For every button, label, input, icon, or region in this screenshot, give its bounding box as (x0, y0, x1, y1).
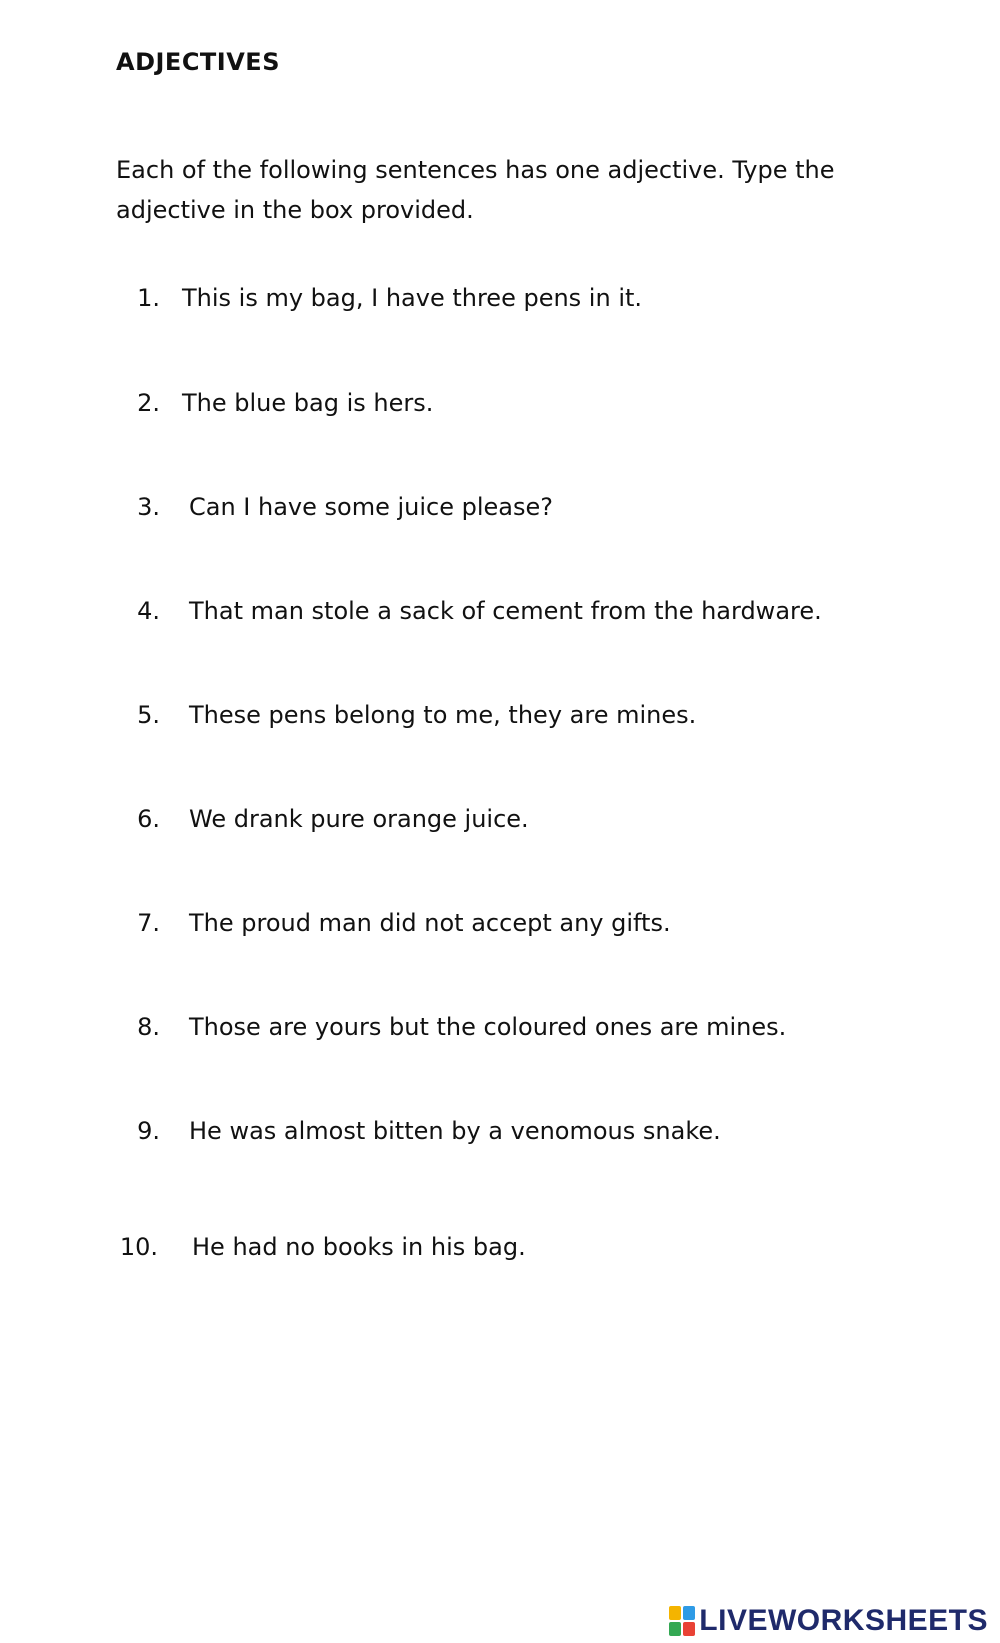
question-text: He was almost bitten by a venomous snake. (189, 1117, 721, 1145)
question-text: Can I have some juice please? (189, 493, 554, 521)
question-text: We drank pure orange juice. (189, 805, 529, 833)
question-number: 9. (137, 1117, 160, 1145)
question-number: 7. (137, 909, 160, 937)
liveworksheets-logo (669, 1603, 988, 1639)
liveworksheets-logo-text: LIVEWORKSHEETS (699, 1604, 988, 1637)
question-text: This is my bag, I have three pens in it. (182, 284, 643, 312)
question-text: The proud man did not accept any gifts. (189, 909, 671, 937)
question-number: 2. (137, 389, 160, 417)
logo-square-green (669, 1622, 681, 1636)
question-number: 4. (137, 597, 160, 625)
logo-square-yellow (669, 1606, 681, 1620)
question-text: That man stole a sack of cement from the hardware. (189, 597, 822, 625)
question-text: These pens belong to me, they are mines. (189, 701, 697, 729)
question-number: 8. (137, 1013, 160, 1041)
liveworksheets-logo-icon (669, 1606, 695, 1636)
question-text: He had no books in his bag. (192, 1233, 526, 1261)
question-text: The blue bag is hers. (182, 389, 434, 417)
question-number: 3. (137, 493, 160, 521)
question-number: 1. (137, 284, 160, 312)
instructions: Each of the following sentences has one adjective. Type the adjective in the box provided. (116, 156, 835, 224)
question-text: Those are yours but the coloured ones are mines. (189, 1013, 787, 1041)
worksheet-title: ADJECTIVES (116, 48, 280, 76)
question-number: 10. (119, 1233, 158, 1261)
logo-square-red (683, 1622, 695, 1636)
logo-square-blue (683, 1606, 695, 1620)
question-number: 5. (137, 701, 160, 729)
question-number: 6. (137, 805, 160, 833)
